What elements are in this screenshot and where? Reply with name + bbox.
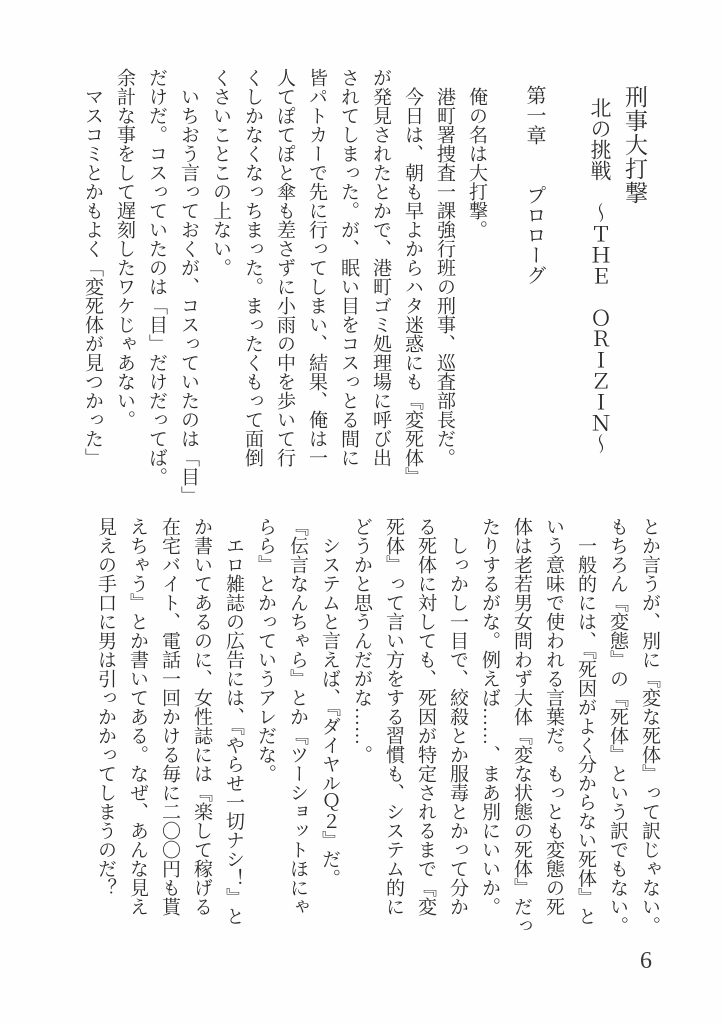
text-line: いう意味で使われる言葉だ。もっとも変態の死 xyxy=(543,517,564,916)
text-line: 余計な事をして遅刻したワケじゃあない。 xyxy=(114,68,135,429)
text-line: しっかし一目で、絞殺とか服毒とかって分か xyxy=(447,517,468,916)
text-line: だけだ。コスっていたのは「目」だけだってば。 xyxy=(146,68,167,486)
text-line: らら』とかっていうアレだな。 xyxy=(255,517,276,783)
chapter-heading: 第一章 プロローグ xyxy=(523,85,545,285)
text-line: る死体に対しても、死因が特定されるまで『変 xyxy=(415,517,436,916)
text-line: とか言うが、別に『変な死体』って訳じゃない。 xyxy=(639,517,660,935)
text-line: 港町署捜査一課強行班の刑事、巡査部長だ。 xyxy=(434,68,455,467)
book-title: 刑事大打撃 xyxy=(622,85,647,205)
text-line: が発見されたとかで、港町ゴミ処理場に呼び出 xyxy=(370,68,391,467)
text-line: エロ雑誌の広告には、『やらせ一切ナシ！』と xyxy=(223,517,244,926)
text-line: マスコミとかもよく「変死体が見つかった」 xyxy=(82,68,103,467)
text-line: 皆パトカーで先に行ってしまい、結果、俺は一 xyxy=(306,68,327,467)
book-subtitle: 北の挑戦 ～ＴＨＥ ＯＲＩＺＩＮ～ xyxy=(588,97,612,454)
text-line: システムと言えば、『ダイヤルＱ２』だ。 xyxy=(319,517,340,888)
text-line: くさいことこの上ない。 xyxy=(210,68,231,277)
page-number: 6 xyxy=(640,948,652,974)
text-line: たりするがな。例えば……、まあ別にいいか。 xyxy=(479,517,500,916)
text-line: いちおう言っておくが、コスっていたのは「目」 xyxy=(178,68,199,505)
text-line: えちゃう』とか書いてある。なぜ、あんな見え xyxy=(127,517,148,916)
text-line: 『伝言なんちゃら』とか『ツーショットほにゃ xyxy=(287,517,308,916)
text-line: 体は老若男女問わず大体『変な状態の死体』だっ xyxy=(511,517,532,935)
text-line: どうかと思うんだがな……。 xyxy=(351,517,372,764)
text-line: 見えの手口に男は引っかかってしまうのだ？ xyxy=(95,517,116,897)
text-line: されてしまった。が、眠い目をコスっとる間に xyxy=(338,68,359,467)
text-line: 死体』って言い方をする習慣も、システム的に xyxy=(383,517,404,916)
text-line: くしかなくなっちまった。まったくもって面倒 xyxy=(242,68,263,467)
text-line: 一般的には、『死因がよく分からない死体』と xyxy=(575,517,596,926)
body-text-lower xyxy=(89,517,665,939)
text-line: 俺の名は大打撃。 xyxy=(466,68,487,239)
text-line: もちろん『変態』の『死体』という訳でもない。 xyxy=(607,517,628,935)
text-line: 人てぽてぽと傘も差さずに小雨の中を歩いて行 xyxy=(274,68,295,467)
text-line: 在宅バイト、電話一回かける毎に二〇〇円も貰 xyxy=(159,517,180,916)
body-text-upper xyxy=(76,68,492,505)
text-line: 今日は、朝も早よからハタ迷惑にも『変死体』 xyxy=(402,68,423,486)
text-line: か書いてあるのに、女性誌には『楽して稼げる xyxy=(191,517,212,916)
